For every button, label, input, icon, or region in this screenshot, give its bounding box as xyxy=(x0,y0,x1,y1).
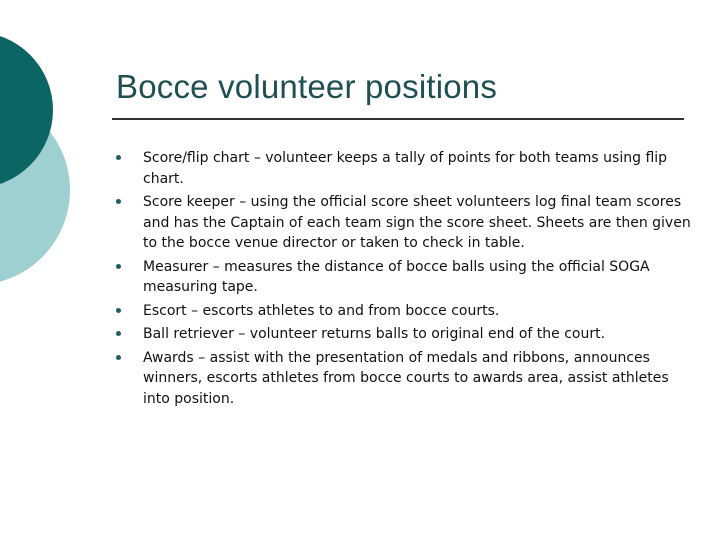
bullet-text: Score keeper – using the official score sheet volunteers log final team scores and has the Captain of each team sign the score sheet. Sheets are then given to the bocce venue director or taken to check in table. xyxy=(143,194,691,251)
bullet-list xyxy=(112,148,692,412)
title-divider xyxy=(112,118,684,120)
bullet-item-score-keeper xyxy=(112,192,692,254)
bullet-dot-icon xyxy=(116,155,121,160)
bullet-text: Awards – assist with the presentation of medals and ribbons, announces winners, escorts athletes from bocce courts to awards area, assist athletes into position. xyxy=(143,349,669,407)
bullet-item-ball-retriever xyxy=(112,324,692,345)
bullet-text: Ball retriever – volunteer returns balls to original end of the court. xyxy=(143,326,606,342)
bullet-dot-icon xyxy=(116,264,121,269)
bullet-text: Escort – escorts athletes to and from bocce courts. xyxy=(143,302,500,319)
bullet-dot-icon xyxy=(116,308,121,313)
page-title: Bocce volunteer positions xyxy=(116,68,498,105)
bullet-item-score-flip-chart xyxy=(112,148,692,189)
bullet-dot-icon xyxy=(116,355,121,360)
bullet-text: Measurer – measures the distance of bocce balls using the official SOGA measuring tape. xyxy=(143,258,650,295)
bullet-text: Score/flip chart – volunteer keeps a tally of points for both teams using flip chart. xyxy=(143,150,668,187)
bullet-item-measurer xyxy=(112,257,692,298)
bullet-item-escort xyxy=(112,301,692,322)
decorative-circles-graphic xyxy=(0,0,120,300)
bullet-item-awards xyxy=(112,348,692,410)
bullet-dot-icon xyxy=(116,331,121,336)
bullet-dot-icon xyxy=(116,199,121,204)
decorative-circles xyxy=(0,0,120,300)
